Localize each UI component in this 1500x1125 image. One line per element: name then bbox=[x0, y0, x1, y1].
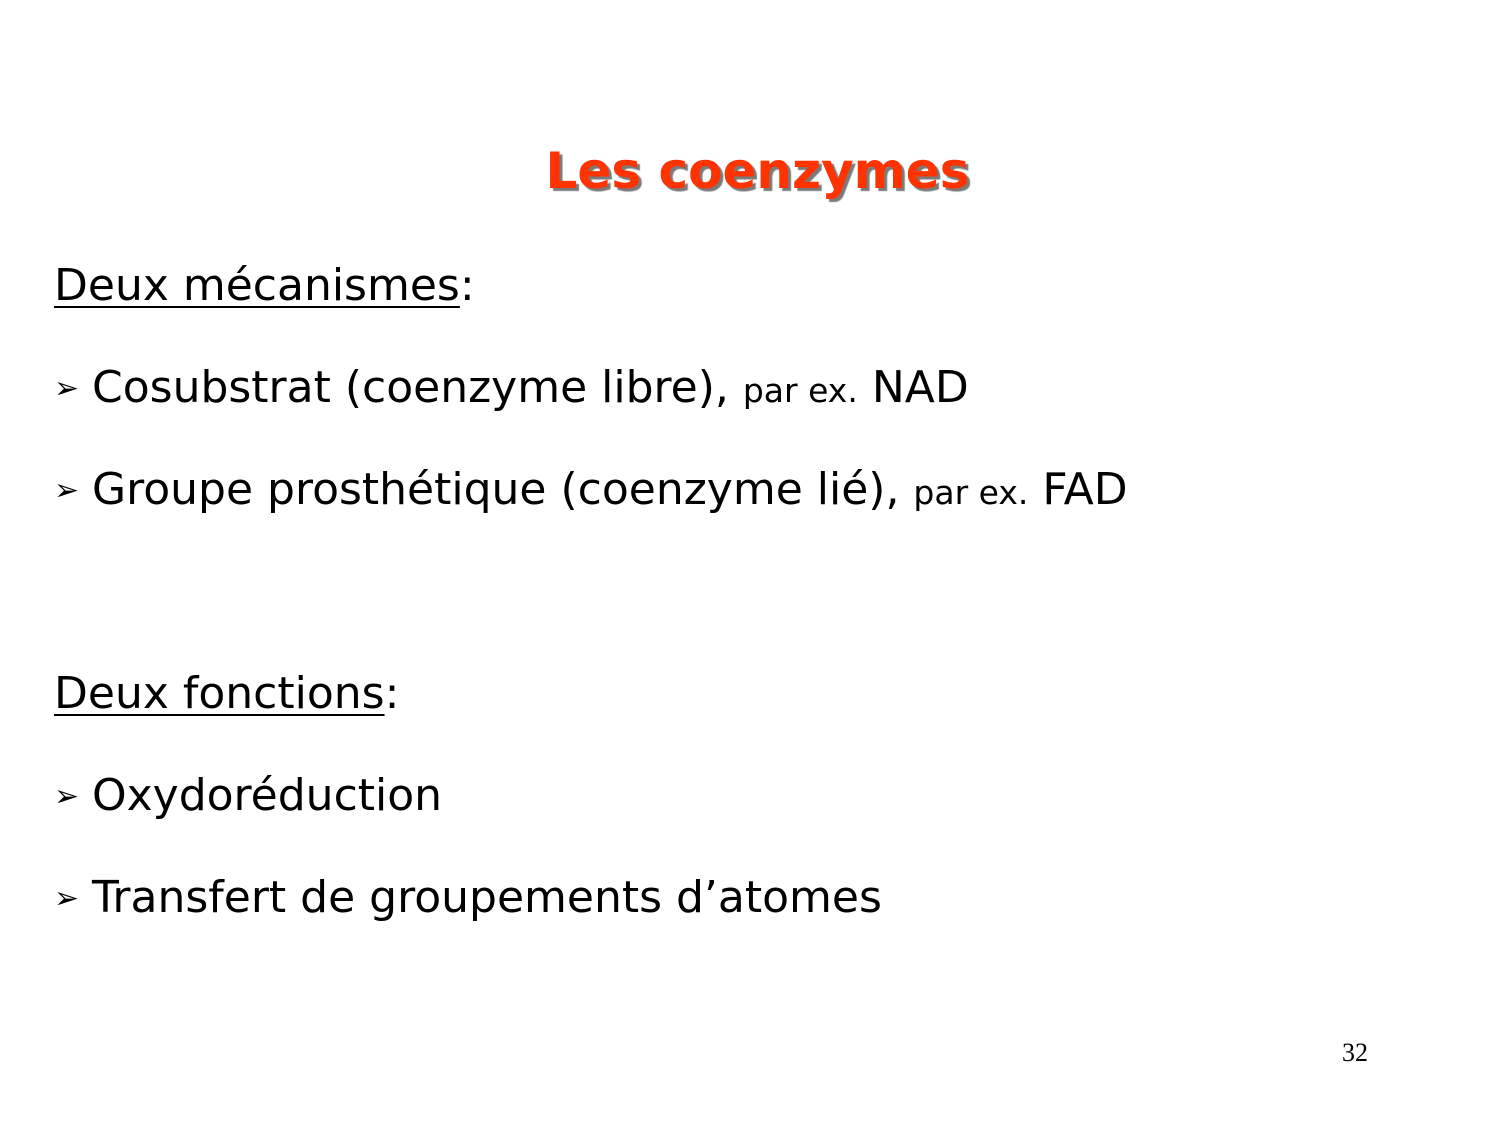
page-number: 32 bbox=[1342, 1038, 1368, 1067]
bullet-small-text: par ex. bbox=[913, 473, 1029, 512]
bullet-cosubstrat bbox=[54, 362, 969, 413]
heading-text: Deux fonctions bbox=[54, 668, 385, 719]
heading-text: Deux mécanismes bbox=[54, 260, 460, 311]
section-heading-mecanismes bbox=[54, 260, 475, 311]
arrow-bullet-icon: ➢ bbox=[54, 473, 80, 508]
bullet-groupe-prosthetique bbox=[54, 464, 1128, 515]
bullet-small-text: par ex. bbox=[742, 371, 858, 410]
bullet-tail-text: NAD bbox=[857, 362, 969, 413]
heading-colon: : bbox=[384, 668, 400, 719]
bullet-tail-text: FAD bbox=[1028, 464, 1128, 515]
bullet-transfert bbox=[54, 872, 882, 923]
heading-colon: : bbox=[459, 260, 475, 311]
arrow-bullet-icon: ➢ bbox=[54, 371, 80, 406]
bullet-oxydoreduction bbox=[54, 770, 443, 821]
bullet-text: Transfert de groupements d’atomes bbox=[92, 872, 882, 923]
section-heading-fonctions bbox=[54, 668, 400, 719]
bullet-text: Cosubstrat (coenzyme libre), bbox=[92, 362, 743, 413]
bullet-text: Groupe prosthétique (coenzyme lié), bbox=[92, 464, 914, 515]
arrow-bullet-icon: ➢ bbox=[54, 881, 80, 916]
arrow-bullet-icon: ➢ bbox=[54, 779, 80, 814]
bullet-text: Oxydoréduction bbox=[92, 770, 443, 821]
slide-title: Les coenzymes bbox=[545, 142, 970, 200]
